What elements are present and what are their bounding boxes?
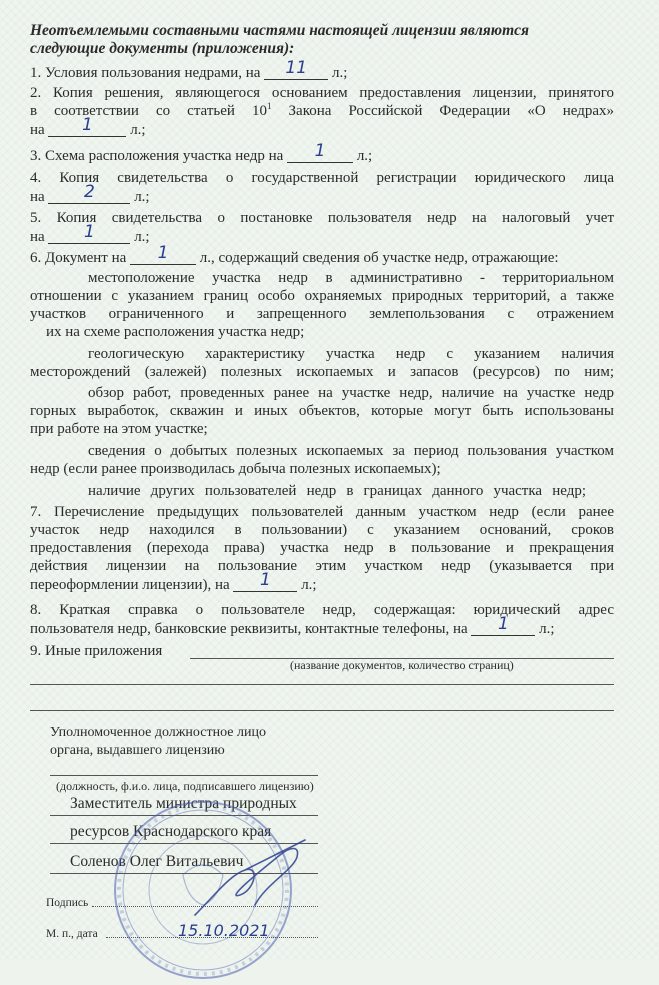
item-4-suffix: л.; (134, 189, 150, 205)
item-9-caption: (название документов, количество страниц) (290, 658, 514, 672)
item-2-prefix: на (30, 122, 45, 138)
item-2-line-2a: в соответствии со статьей 10 (30, 103, 267, 119)
item-3-pages-field (287, 141, 353, 163)
item-8-prefix: пользователя недр, банковские реквизиты, контактные телефоны, на (30, 621, 468, 637)
item-7-line: участок недр находился в пользовании) с указанием оснований, сроков (30, 522, 614, 538)
item-8-pages: 1 (497, 614, 509, 634)
item-6-p3-line: горных выработок, скважин и иных объектов, которые могут быть использованы (30, 403, 614, 419)
item-9-label: 9. Иные приложения (30, 643, 163, 659)
item-5-suffix: л.; (134, 229, 150, 245)
item-7-prefix: переоформлении лицензии), на (30, 577, 230, 593)
item-4-pages-field (48, 182, 130, 204)
signer-name: Соленов Олег Витальевич (70, 853, 244, 870)
item-3-text: 3. Схема расположения участка недр на (30, 148, 284, 164)
signature-label: Подпись (46, 897, 89, 909)
item-6-p3-line: обзор работ, проведенных ранее на участке недр, наличие на участке недр (88, 385, 614, 401)
item-7-line: действия лицензии на пользование этим участком недр (указывается при (30, 558, 614, 574)
position-rule-1 (50, 815, 318, 816)
item-7-pages: 1 (260, 570, 271, 590)
position-line-2: ресурсов Краснодарского края (70, 823, 272, 840)
item-4-prefix: на (30, 189, 45, 205)
heading-line-2: следующие документы (приложения): (30, 40, 295, 57)
item-9-blank-line-3 (30, 710, 614, 711)
item-2-pages: 1 (82, 115, 93, 135)
item-2-line-1: 2. Копия решения, являющегося основанием предоставления лицензии, принятого (30, 85, 614, 101)
item-4-line-2 (30, 182, 150, 206)
item-6-p1-line: местоположение участка недр в административно - территориальном (88, 270, 614, 286)
signed-date: 15.10.2021 (178, 921, 270, 940)
item-6-line-1 (30, 243, 559, 267)
item-6-p5-line: наличие других пользователей недр в границах данного участка недр; (88, 483, 586, 499)
item-3 (30, 141, 373, 165)
item-5-line-2 (30, 222, 150, 246)
position-line-1: Заместитель министра природных (70, 795, 297, 812)
item-8-suffix: л.; (539, 621, 555, 637)
item-2-line-2b: Закона Российской Федерации «О недрах» (271, 103, 614, 119)
item-7-pages-field (233, 570, 297, 592)
item-8-pages-field (471, 614, 535, 636)
item-6-p3-line: при работе на этом участке; (30, 421, 208, 437)
item-2-line-3 (30, 115, 146, 139)
item-6-pages: 1 (157, 243, 169, 263)
item-6-p1-line: отношении с указанием границ особо охраняемых природных территорий, а также (30, 288, 614, 304)
item-5-line-1: 5. Копия свидетельства о постановке пользователя недр на налоговый учет (30, 210, 614, 226)
item-6-p1-line: участков ограниченного и запрещенного землепользования с отражением (30, 306, 614, 322)
item-6-pages-field (130, 243, 196, 265)
item-6-p4-line: сведения о добытых полезных ископаемых за период пользования участком (88, 443, 614, 459)
authority-blank-line (50, 775, 318, 776)
item-1-text: 1. Условия пользования недрами, на (30, 65, 261, 81)
item-3-pages: 1 (314, 141, 326, 161)
item-6-p2-line: геологическую характеристику участка недр с указанием наличия (88, 346, 614, 362)
item-2-suffix: л.; (130, 122, 146, 138)
item-4-line-1: 4. Копия свидетельства о государственной регистрации юридического лица (30, 170, 614, 186)
item-6-p2-line: месторождений (залежей) полезных ископаемых и запасов (ресурсов) по ним; (30, 364, 614, 380)
item-8-line-2 (30, 614, 555, 638)
item-1 (30, 58, 348, 82)
item-6-p4-line: недр (если ранее производилась добыча полезных ископаемых); (30, 461, 441, 477)
item-6-prefix: 6. Документ на (30, 250, 127, 266)
item-1-pages: 11 (285, 58, 308, 78)
item-8-line-1: 8. Краткая справка о пользователе недр, содержащая: юридический адрес (30, 602, 614, 618)
item-5-pages: 1 (84, 222, 95, 242)
item-7-line: 7. Перечисление предыдущих пользователей данным участком недр (если ранее (30, 504, 614, 520)
item-7-line: предоставления (перехода права) участка недр в пользование и прекращения (30, 540, 614, 556)
item-2-line-2 (30, 102, 614, 120)
item-7-suffix: л.; (301, 577, 317, 593)
item-3-suffix: л.; (356, 148, 373, 164)
item-2-pages-field (48, 115, 126, 137)
authority-caption: (должность, ф.и.о. лица, подписавшего лицензию) (56, 779, 314, 793)
item-5-prefix: на (30, 229, 45, 245)
item-1-pages-field (264, 58, 328, 80)
item-1-suffix: л.; (331, 65, 348, 81)
stamp-date-label: М. п., дата (46, 928, 98, 940)
authority-line-2: органа, выдавшего лицензию (50, 743, 225, 758)
item-5-pages-field (48, 222, 130, 244)
heading-line-1: Неотъемлемыми составными частями настоящей лицензии являются (30, 22, 530, 39)
item-9-blank-line-2 (30, 684, 614, 685)
item-2-sup: 1 (266, 101, 272, 111)
item-4-pages: 2 (84, 182, 95, 202)
authority-line-1: Уполномоченное должностное лицо (50, 725, 266, 740)
item-6-suffix: л., содержащий сведения об участке недр, отражающие: (199, 250, 559, 266)
item-6-p1-line: их на схеме расположения участка недр; (46, 324, 305, 340)
item-7-last-line (30, 570, 317, 594)
signature-scribble-icon (185, 835, 315, 930)
